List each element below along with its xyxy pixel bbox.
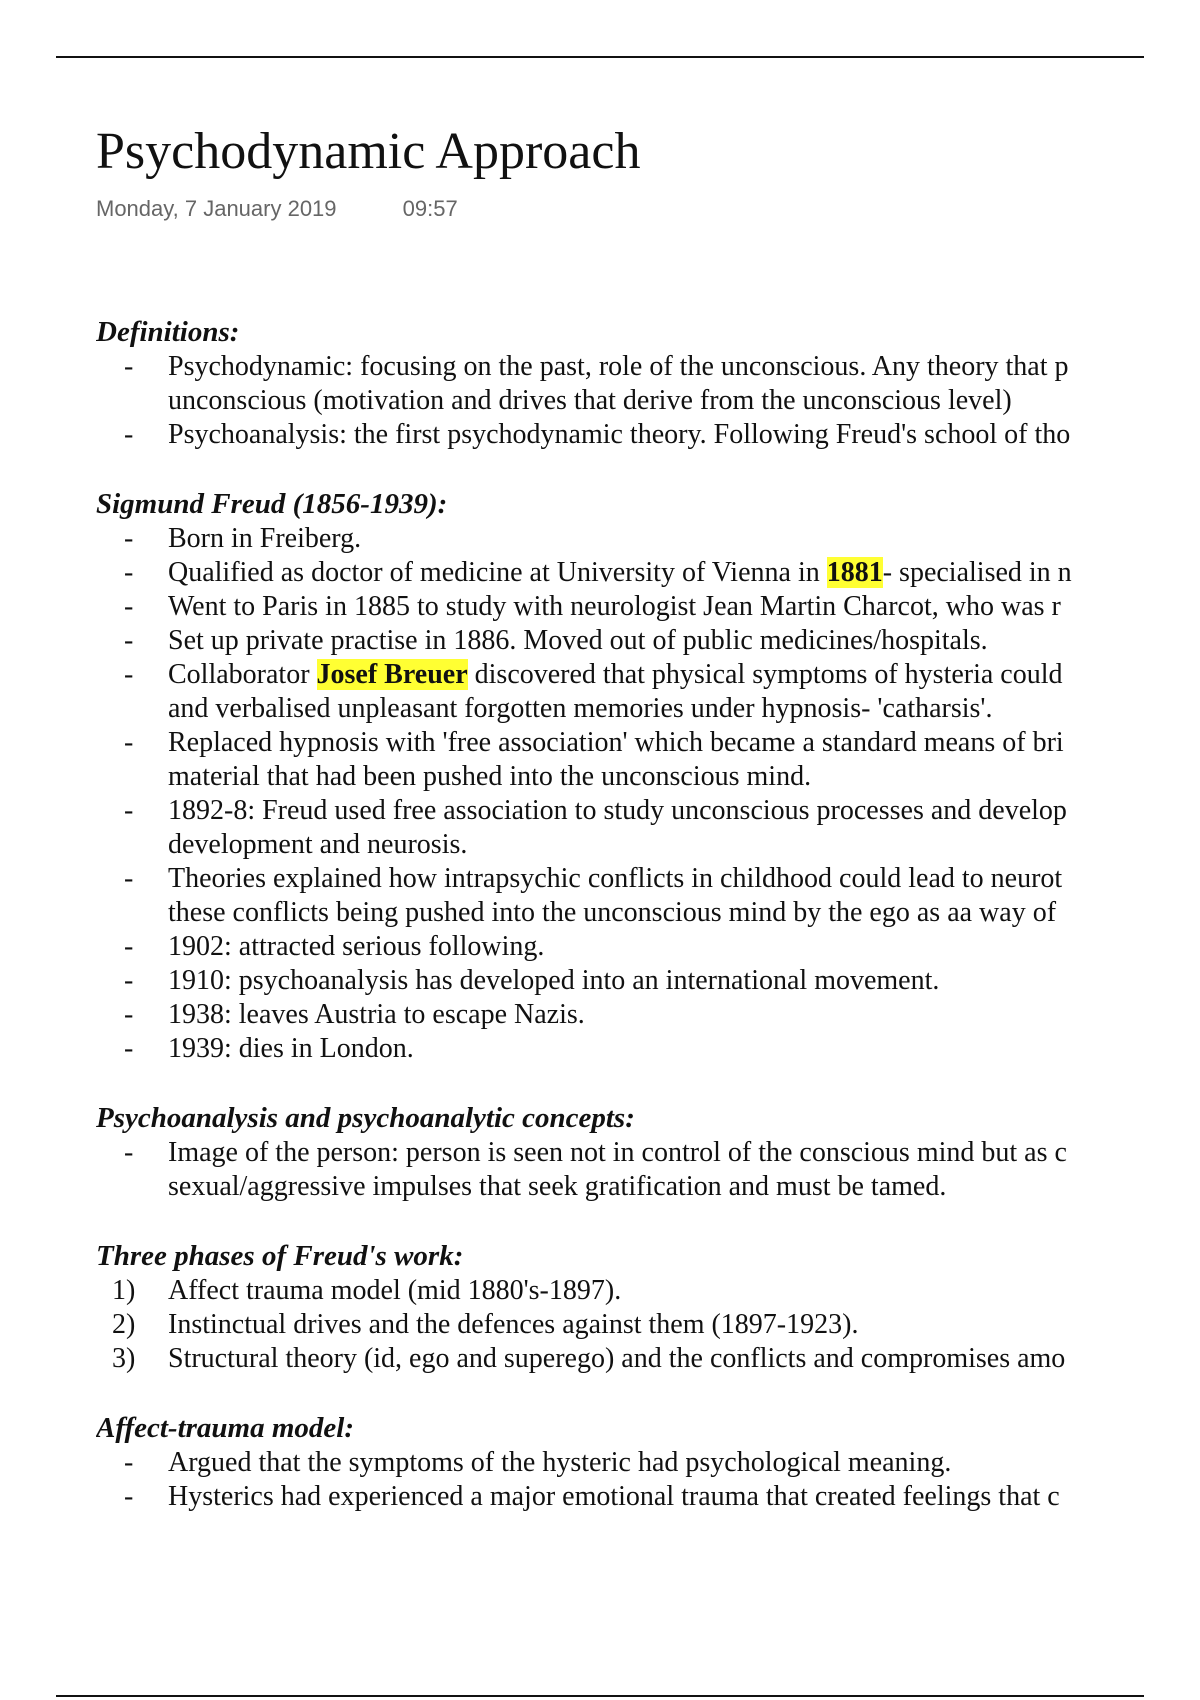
list-item (96, 964, 1200, 998)
list-number: 1) (112, 1275, 136, 1306)
text-run: material that had been pushed into the unconscious mind. (168, 761, 812, 792)
bullet-dash: - (124, 965, 134, 996)
bullet-dash: - (124, 659, 134, 690)
text-line (168, 760, 1200, 794)
text-run: unconscious (motivation and drives that derive from the unconscious level) (168, 385, 1012, 416)
list-item (96, 418, 1200, 452)
text-run: Hysterics had experienced a major emotional trauma that created feelings that c (168, 1481, 1060, 1512)
bullet-dash: - (124, 1137, 134, 1168)
section-heading: Definitions: (96, 316, 240, 348)
text-run: Instinctual drives and the defences against them (1897-1923). (168, 1309, 859, 1340)
section-heading: Affect-trauma model: (96, 1412, 355, 1444)
bullet-dash: - (124, 1033, 134, 1064)
section-heading: Sigmund Freud (1856-1939): (96, 488, 448, 520)
bullet-dash: - (124, 625, 134, 656)
text-line (168, 350, 1200, 384)
text-line (168, 1136, 1200, 1170)
text-run: discovered that physical symptoms of hysteria could (467, 659, 1063, 690)
note-date: Monday, 7 January 2019 (96, 196, 337, 221)
page-title: Psychodynamic Approach (96, 123, 641, 180)
list-item (96, 350, 1200, 418)
note-page (96, 120, 1200, 1575)
list-item (96, 862, 1200, 930)
text-line (168, 418, 1200, 452)
list-number: 2) (112, 1309, 136, 1340)
text-line (168, 862, 1200, 896)
text-line (168, 556, 1200, 590)
text-run: Set up private practise in 1886. Moved out of public medicines/hospitals. (168, 625, 988, 656)
list-item (96, 1342, 1200, 1376)
bullet-dash: - (124, 1481, 134, 1512)
top-rule (56, 56, 1144, 58)
text-line (168, 998, 1200, 1032)
bottom-rule (56, 1695, 1144, 1697)
list-item (96, 998, 1200, 1032)
note-section (96, 1238, 1200, 1376)
bullet-dash: - (124, 557, 134, 588)
note-content (96, 314, 1200, 1514)
text-line (168, 794, 1200, 828)
text-run: 1910: psychoanalysis has developed into an international movement. (168, 965, 940, 996)
note-section (96, 314, 1200, 452)
text-run: development and neurosis. (168, 829, 468, 860)
text-line (168, 896, 1200, 930)
text-line (168, 522, 1200, 556)
text-run: Went to Paris in 1885 to study with neurologist Jean Martin Charcot, who was r (168, 591, 1061, 622)
list-item (96, 1274, 1200, 1308)
bullet-dash: - (124, 591, 134, 622)
text-line (168, 384, 1200, 418)
bullet-dash: - (124, 863, 134, 894)
text-run: Structural theory (id, ego and superego) and the conflicts and compromises amo (168, 1343, 1066, 1374)
list-item (96, 1032, 1200, 1066)
text-run: Theories explained how intrapsychic conflicts in childhood could lead to neurot (168, 863, 1063, 894)
text-line (168, 1308, 1200, 1342)
list-item (96, 1480, 1200, 1514)
highlighted-text: 1881 (826, 557, 883, 588)
text-run: Image of the person: person is seen not in control of the conscious mind but as c (168, 1137, 1067, 1168)
text-line (168, 1170, 1200, 1204)
text-line (168, 964, 1200, 998)
list-item (96, 556, 1200, 590)
text-run: Psychoanalysis: the first psychodynamic theory. Following Freud's school of tho (168, 419, 1071, 450)
section-heading: Psychoanalysis and psychoanalytic concepts: (96, 1102, 635, 1134)
list-item (96, 1136, 1200, 1204)
bullet-dash: - (124, 1447, 134, 1478)
bullet-list (96, 522, 1200, 1066)
text-line (168, 930, 1200, 964)
text-line (168, 1446, 1200, 1480)
numbered-list (96, 1274, 1200, 1376)
highlighted-text: Josef Breuer (316, 659, 468, 690)
list-item (96, 1446, 1200, 1480)
list-item (96, 624, 1200, 658)
bullet-dash: - (124, 523, 134, 554)
text-line (168, 590, 1200, 624)
text-run: Born in Freiberg. (168, 523, 362, 554)
text-line (168, 828, 1200, 862)
note-metadata (96, 194, 1200, 224)
text-line (168, 1274, 1200, 1308)
note-section (96, 1100, 1200, 1204)
text-line (168, 726, 1200, 760)
list-item (96, 726, 1200, 794)
text-run: Qualified as doctor of medicine at University of Vienna in (168, 557, 827, 588)
list-number: 3) (112, 1343, 136, 1374)
bullet-dash: - (124, 931, 134, 962)
text-run: sexual/aggressive impulses that seek gratification and must be tamed. (168, 1171, 947, 1202)
text-line (168, 1342, 1200, 1376)
text-line (168, 624, 1200, 658)
note-section (96, 486, 1200, 1066)
note-time: 09:57 (402, 196, 458, 221)
list-item (96, 522, 1200, 556)
text-run: 1938: leaves Austria to escape Nazis. (168, 999, 585, 1030)
text-run: 1902: attracted serious following. (168, 931, 545, 962)
text-line (168, 658, 1200, 692)
list-item (96, 794, 1200, 862)
list-item (96, 1308, 1200, 1342)
list-item (96, 658, 1200, 726)
text-line (168, 1480, 1200, 1514)
bullet-dash: - (124, 351, 134, 382)
text-run: 1892-8: Freud used free association to study unconscious processes and develop (168, 795, 1067, 826)
text-run: Argued that the symptoms of the hysteric had psychological meaning. (168, 1447, 952, 1478)
list-item (96, 590, 1200, 624)
bullet-dash: - (124, 419, 134, 450)
text-run: these conflicts being pushed into the unconscious mind by the ego as aa way of (168, 897, 1057, 928)
section-heading: Three phases of Freud's work: (96, 1240, 464, 1272)
list-item (96, 930, 1200, 964)
bullet-list (96, 1136, 1200, 1204)
text-line (168, 692, 1200, 726)
text-run: Replaced hypnosis with 'free association' which became a standard means of bri (168, 727, 1064, 758)
text-run: Psychodynamic: focusing on the past, role of the unconscious. Any theory that p (168, 351, 1069, 382)
text-line (168, 1032, 1200, 1066)
text-run: 1939: dies in London. (168, 1033, 414, 1064)
text-run: and verbalised unpleasant forgotten memories under hypnosis- 'catharsis'. (168, 693, 993, 724)
bullet-dash: - (124, 999, 134, 1030)
bullet-list (96, 350, 1200, 452)
text-run: Collaborator (168, 659, 317, 690)
bullet-dash: - (124, 795, 134, 826)
bullet-dash: - (124, 727, 134, 758)
text-run: - specialised in n (882, 557, 1072, 588)
note-section (96, 1410, 1200, 1514)
bullet-list (96, 1446, 1200, 1514)
text-run: Affect trauma model (mid 1880's-1897). (168, 1275, 622, 1306)
